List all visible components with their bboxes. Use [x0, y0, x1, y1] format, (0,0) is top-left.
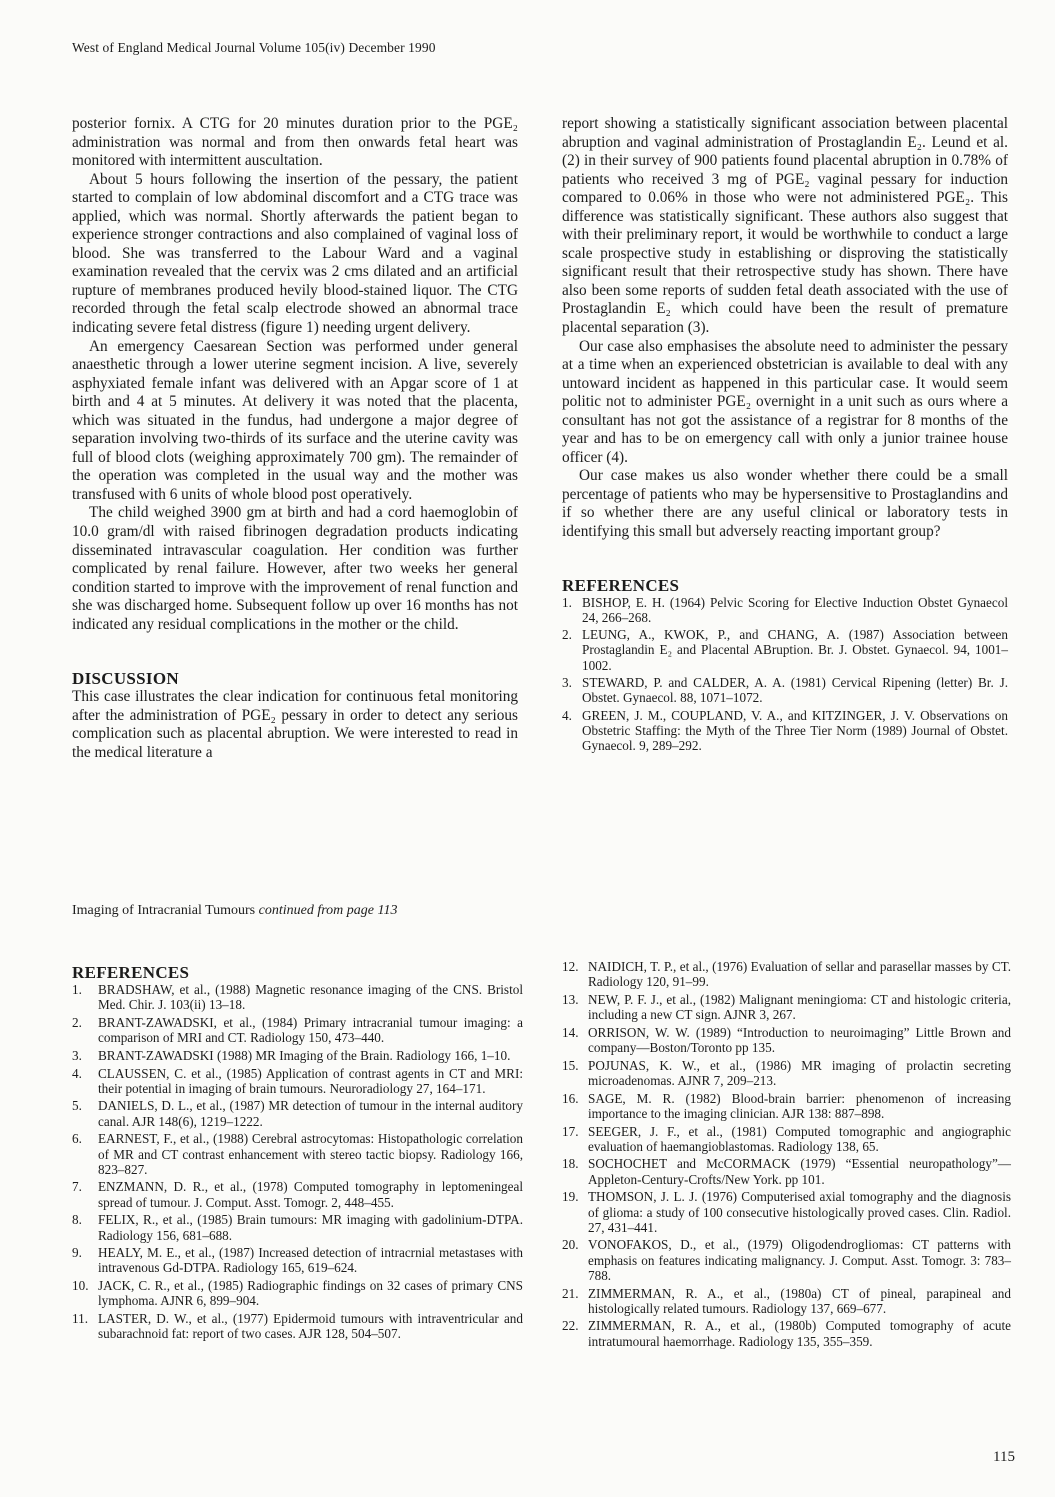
reference-number: 18.	[562, 1156, 579, 1172]
continued-from-line	[72, 903, 397, 919]
reference-number: 20.	[562, 1237, 579, 1253]
reference-item	[562, 627, 1008, 673]
reference-number: 21.	[562, 1285, 579, 1301]
body-paragraph: An emergency Caesarean Section was performed under general anaesthetic through a lower uterine segment incision. A live, severely asphyxiated female infant was delivered with an Apgar score of 1 at birth and 4 at 5 minutes. At delivery it was noted that the placenta, which was situated in the fundus, had undergone a major degree of separation involving two-thirds of its surface and the uterine cavity was full of blood clots (weighing approximately 700 gm). The remainder of the operation was completed in the usual way and the mother was transfused with 6 units of whole blood post operatively.	[72, 337, 518, 503]
reference-item	[72, 1066, 523, 1096]
reference-list	[562, 595, 1008, 754]
reference-text: BRADSHAW, et al., (1988) Magnetic resonance imaging of the CNS. Bristol Med. Chir. J. 103(ii) 13–18.	[98, 982, 523, 1013]
reference-text: CLAUSSEN, C. et al., (1985) Application of contrast agents in CT and MRI: their potential in imaging of brain tumours. Neuroradiology 27, 164–171.	[98, 1065, 523, 1096]
reference-number: 8.	[72, 1212, 82, 1228]
reference-number: 6.	[72, 1131, 82, 1147]
reference-text: ENZMANN, D. R., et al., (1978) Computed tomography in leptomeningeal spread of tumour. J. Comput. Asst. Tomogr. 2, 448–455.	[98, 1179, 523, 1210]
reference-text: SEEGER, J. F., et al., (1981) Computed tomographic and angiographic evaluation of haemangioblastomas. Radiology 138, 65.	[588, 1123, 1011, 1154]
body-paragraph: Our case makes us also wonder whether there could be a small percentage of patients who may be hypersensitive to Prostaglandins and if so whether there are any useful clinical or laboratory tests in identifying this small but adversely reacting important group?	[562, 467, 1008, 541]
imaging-references-right	[562, 959, 1011, 1351]
reference-number: 3.	[72, 1047, 82, 1063]
reference-item	[562, 992, 1011, 1022]
reference-number: 7.	[72, 1179, 82, 1195]
reference-text: VONOFAKOS, D., et al., (1979) Oligodendrogliomas: CT patterns with emphasis on features indicating malignancy. J. Comput. Asst. Tomogr. 3: 783–788.	[588, 1237, 1011, 1283]
reference-number: 17.	[562, 1123, 579, 1139]
reference-text: STEWARD, P. and CALDER, A. A. (1981) Cervical Ripening (letter) Br. J. Obstet. Gynaecol. 88, 1071–1072.	[582, 675, 1008, 706]
reference-number: 19.	[562, 1189, 579, 1205]
body-paragraph: report showing a statistically significant association between placental abruption and vaginal administration of Prostaglandin E₂. Leund et al. (2) in their survey of 900 patients found placental abruption in 0.78% of patients who received 3 mg of PGE₂ vaginal pessary for induction compared to 0.06% in those who were not administered PGE₂. This difference was statistically significant. These authors also suggest that with their preliminary report, it would be worthwhile to conduct a large scale prospective study in establishing or disproving the statistically significant result that their retrospective study has shown. There have also been some reports of sudden fetal death associated with the use of Prostaglandin E₂ which could have been the result of premature placental separation (3).	[562, 115, 1008, 337]
reference-number: 12.	[562, 959, 579, 974]
reference-text: FELIX, R., et al., (1985) Brain tumours: MR imaging with gadolinium-DTPA. Radiology 156, 681–688.	[98, 1212, 523, 1243]
reference-text: SOCHOCHET and McCORMACK (1979) “Essential neuropathology”—Appleton-Century-Crofts/New York. pp 101.	[588, 1156, 1011, 1187]
reference-number: 9.	[72, 1245, 82, 1261]
reference-item	[72, 1131, 523, 1177]
reference-text: LASTER, D. W., et al., (1977) Epidermoid tumours with intraventricular and subarachnoid fat: report of two cases. AJR 128, 504–507.	[98, 1311, 523, 1342]
reference-text: LEUNG, A., KWOK, P., and CHANG, A. (1987) Association between Prostaglandin E₂ and Placental ABruption. Br. J. Obstet. Gynaecol. 94, 1001–1002.	[582, 627, 1008, 673]
reference-number: 4.	[562, 707, 572, 723]
reference-number: 3.	[562, 675, 572, 691]
reference-number: 2.	[72, 1014, 82, 1030]
reference-number: 5.	[72, 1098, 82, 1114]
reference-item	[562, 1124, 1011, 1154]
reference-number: 11.	[72, 1311, 88, 1327]
reference-text: EARNEST, F., et al., (1988) Cerebral astrocytomas: Histopathologic correlation of MR and CT contrast enhancement with stereo tactic biopsy. Radiology 166, 823–827.	[98, 1131, 523, 1177]
reference-item	[562, 675, 1008, 706]
article-column-right	[562, 115, 1008, 756]
reference-text: BRANT-ZAWADSKI, et al., (1984) Primary intracranial tumour imaging: a comparison of MRI and CT. Radiology 150, 473–440.	[98, 1014, 523, 1046]
reference-text: DANIELS, D. L., et al., (1987) MR detection of tumour in the internal auditory canal. AJR 148(6), 1219–1222.	[98, 1098, 523, 1129]
reference-item	[562, 1091, 1011, 1121]
page-number: 115	[993, 1449, 1015, 1465]
reference-text: BISHOP, E. H. (1964) Pelvic Scoring for Elective Induction Obstet Gynaecol 24, 266–268.	[582, 594, 1008, 625]
reference-item	[562, 1286, 1011, 1316]
reference-item	[72, 1245, 523, 1275]
reference-number: 4.	[72, 1065, 82, 1081]
reference-item	[562, 1237, 1011, 1283]
reference-number: 2.	[562, 627, 572, 643]
reference-item	[72, 1179, 523, 1209]
reference-item	[72, 1015, 523, 1045]
reference-number: 13.	[562, 991, 579, 1007]
body-paragraph: Our case also emphasises the absolute need to administer the pessary at a time when an experienced obstetrician is available to deal with any untoward incident as happened in this particular case. It would seem politic not to administer PGE₂ overnight in a unit such as ours where a consultant has not got the assistance of a registrar for 8 months of the year and has to be on emergency call with only a junior trainee house officer (4).	[562, 337, 1008, 466]
references-heading: REFERENCES	[562, 575, 680, 595]
reference-list	[72, 982, 523, 1341]
continued-page-note: continued from page 113	[258, 903, 398, 918]
reference-text: NEW, P. F. J., et al., (1982) Malignant meningioma: CT and histologic criteria, including a new CT sign. AJNR 3, 267.	[588, 991, 1011, 1023]
body-paragraph: About 5 hours following the insertion of the pessary, the patient started to complain of low abdominal discomfort and a CTG trace was applied, which was normal. Shortly afterwards the patient began to experience stronger contractions and also complained of vaginal loss of blood. She was transferred to the Labour Ward and a vaginal examination revealed that the cervix was 2 cms dilated and an artificial rupture of membranes produced hevily blood-stained liquor. The CTG recorded through the fetal scalp electrode showed an abnormal trace indicating severe fetal distress (figure 1) needing urgent delivery.	[72, 170, 518, 337]
continued-article-title: Imaging of Intracranial Tumours	[72, 903, 259, 918]
body-paragraph: The child weighed 3900 gm at birth and had a cord haemoglobin of 10.0 gram/dl with raised fibrinogen degradation products indicating disseminated intravascular coagulation. Her condition was further complicated by renal failure. However, after two weeks her general condition started to improve with the improvement of renal function and she was discharged home. Subsequent follow up over 16 months has not indicated any residual complications in the mother or the child.	[72, 504, 518, 633]
discussion-paragraph: This case illustrates the clear indication for continuous fetal monitoring after the administration of PGE₂ pessary in order to detect any serious complication such as placental abruption. We were interested to read in the medical literature a	[72, 688, 518, 761]
reference-item	[562, 1318, 1011, 1348]
reference-item	[562, 959, 1011, 989]
reference-number: 22.	[562, 1318, 579, 1334]
discussion-heading: DISCUSSION	[72, 669, 179, 689]
reference-number: 14.	[562, 1024, 579, 1040]
running-head: West of England Medical Journal Volume 105(iv) December 1990	[72, 40, 436, 55]
reference-item	[562, 1189, 1011, 1235]
reference-text: JACK, C. R., et al., (1985) Radiographic findings on 32 cases of primary CNS lymphoma. AJNR 6, 899–904.	[98, 1278, 523, 1309]
reference-item	[72, 1278, 523, 1308]
reference-text: BRANT-ZAWADSKI (1988) MR Imaging of the Brain. Radiology 166, 1–10.	[98, 1047, 511, 1063]
article-column-left	[72, 115, 518, 763]
reference-text: ZIMMERMAN, R. A., et al., (1980b) Computed tomography of acute intratumoural haemorrhage. Radiology 135, 355–359.	[588, 1318, 1011, 1349]
reference-list	[562, 959, 1011, 1349]
reference-item	[72, 1212, 523, 1242]
imaging-references-heading: REFERENCES	[72, 963, 190, 982]
reference-text: SAGE, M. R. (1982) Blood-brain barrier: phenomenon of increasing importance to the imaging clinician. AJR 138: 887–898.	[588, 1090, 1011, 1121]
reference-item	[562, 1025, 1011, 1055]
reference-number: 1.	[562, 594, 572, 610]
imaging-references-left	[72, 963, 523, 1344]
reference-item	[562, 708, 1008, 754]
reference-item	[562, 1156, 1011, 1186]
reference-item	[72, 1048, 523, 1063]
reference-item	[562, 1058, 1011, 1088]
reference-text: ORRISON, W. W. (1989) “Introduction to neuroimaging” Little Brown and company—Boston/Toronto pp 135.	[588, 1024, 1011, 1056]
reference-text: NAIDICH, T. P., et al., (1976) Evaluation of sellar and parasellar masses by CT. Radiology 120, 91–99.	[588, 959, 1011, 990]
reference-item	[72, 1098, 523, 1128]
reference-text: THOMSON, J. L. J. (1976) Computerised axial tomography and the diagnosis of glioma: a study of 100 consecutive histologically proved cases. Clin. Radiol. 27, 431–441.	[588, 1189, 1011, 1235]
reference-number: 16.	[562, 1090, 579, 1106]
reference-text: HEALY, M. E., et al., (1987) Increased detection of intracrnial metastases with intravenous Gd-DTPA. Radiology 165, 619–624.	[98, 1245, 523, 1276]
reference-text: ZIMMERMAN, R. A., et al., (1980a) CT of pineal, parapineal and histologically related tumours. Radiology 137, 669–677.	[588, 1285, 1011, 1316]
reference-item	[72, 982, 523, 1012]
body-paragraph: posterior fornix. A CTG for 20 minutes duration prior to the PGE₂ administration was normal and from then onwards fetal heart was monitored with intermittent auscultation.	[72, 115, 518, 170]
reference-number: 1.	[72, 982, 82, 997]
reference-number: 15.	[562, 1057, 579, 1073]
reference-item	[562, 595, 1008, 626]
reference-text: GREEN, J. M., COUPLAND, V. A., and KITZINGER, J. V. Observations on Obstetric Staffing: the Myth of the Three Tier Norm (1989) Journal of Obstet. Gynaecol. 9, 289–292.	[582, 707, 1008, 754]
reference-text: POJUNAS, K. W., et al., (1986) MR imaging of prolactin secreting microadenomas. AJNR 7, 209–213.	[588, 1057, 1011, 1088]
reference-number: 10.	[72, 1278, 89, 1294]
reference-item	[72, 1311, 523, 1341]
